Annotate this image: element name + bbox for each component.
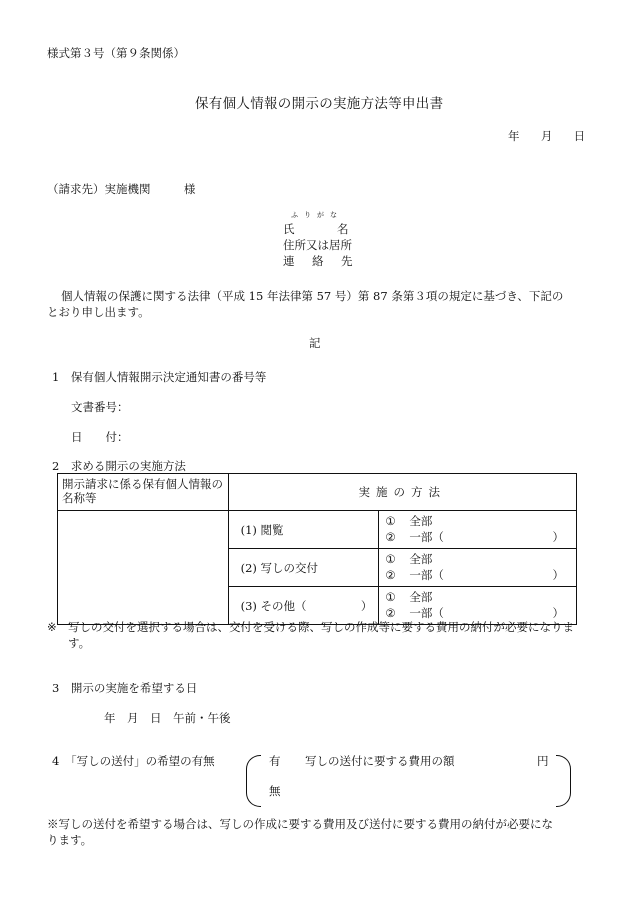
methods-table	[57, 473, 577, 625]
year-label: 年	[508, 129, 520, 143]
options-other	[379, 587, 577, 625]
option-all[interactable]: 全部	[409, 551, 433, 566]
preferred-date-fields: 年 月 日 午前・午後	[104, 711, 231, 725]
table-header-row	[58, 474, 577, 511]
addressee	[47, 184, 195, 196]
method-view: (1) 閲覧	[228, 511, 379, 549]
option-all[interactable]: 全部	[409, 589, 433, 604]
doc-number-label: 文書番号：	[71, 400, 129, 414]
method-other-label: (3) その他（	[240, 598, 307, 613]
copy-note-line-1: 写しの交付を選択する場合は、交付を受ける際、写しの作成等に要する費用の納付が必要になりま	[68, 620, 574, 634]
addressee-honorific: 様	[183, 182, 196, 196]
name-label: 氏 名	[283, 222, 351, 236]
options-copy	[379, 549, 577, 587]
furigana-label: ふりがな	[291, 211, 343, 219]
section3-heading: 3 開示の実施を希望する日	[52, 681, 198, 695]
method-other	[228, 587, 379, 625]
info-name-cell[interactable]	[58, 511, 229, 625]
date-line	[508, 131, 585, 143]
mail-note-line-2: ります。	[47, 833, 93, 847]
section2-heading: 2 求める開示の実施方法	[52, 459, 186, 473]
bracket-close: ）	[552, 605, 564, 620]
mail-fee-label: 写しの送付に要する費用の額	[305, 754, 455, 768]
option-number: ②	[385, 605, 396, 620]
intro-line-1: 個人情報の保護に関する法律（平成 15 年法律第 57 号）第 87 条第３項の規定に基づき、下記の	[61, 289, 564, 303]
option-partial[interactable]: 一部（	[409, 529, 444, 544]
option-number: ①	[385, 513, 396, 528]
ki-label: 記	[309, 336, 321, 350]
options-view	[379, 511, 577, 549]
form-number: 様式第３号（第９条関係）	[47, 46, 185, 60]
section4-heading: 4 「写しの送付」の希望の有無	[52, 754, 215, 768]
day-label: 日	[573, 129, 586, 143]
info-name-header: 開示請求に係る保有個人情報の名称等	[58, 474, 229, 511]
option-partial[interactable]: 一部（	[409, 567, 444, 582]
intro-line-2: とおり申し出ます。	[47, 305, 150, 319]
right-bracket	[556, 755, 571, 807]
left-bracket	[246, 755, 261, 807]
copy-note-mark: ※	[47, 620, 57, 634]
notice-date-label: 日 付：	[71, 430, 129, 444]
contact-label: 連 絡 先	[283, 254, 356, 268]
method-copy: (2) 写しの交付	[228, 549, 379, 587]
bracket-close: ）	[360, 598, 373, 613]
option-number: ②	[385, 567, 396, 582]
copy-note-line-2: す。	[68, 636, 91, 650]
mail-yes-option[interactable]: 有	[269, 754, 281, 768]
bracket-close: ）	[552, 567, 564, 582]
bracket-close: ）	[552, 529, 564, 544]
table-row	[58, 511, 577, 549]
option-number: ①	[385, 551, 396, 566]
option-number: ①	[385, 589, 396, 604]
addressee-prefix: （請求先）実施機関	[47, 182, 151, 196]
option-number: ②	[385, 529, 396, 544]
yen-label: 円	[537, 754, 549, 768]
mail-no-option[interactable]: 無	[269, 784, 281, 798]
section1-heading: 1 保有個人情報開示決定通知書の番号等	[52, 370, 267, 384]
option-all[interactable]: 全部	[409, 513, 433, 528]
method-header: 実施の方法	[228, 474, 576, 511]
option-partial[interactable]: 一部（	[409, 605, 444, 620]
mail-note-line-1: ※写しの送付を希望する場合は、写しの作成に要する費用及び送付に要する費用の納付が必要にな	[47, 817, 553, 831]
address-label: 住所又は居所	[283, 238, 352, 252]
form-title: 保有個人情報の開示の実施方法等申出書	[195, 96, 444, 112]
month-label: 月	[540, 129, 553, 143]
